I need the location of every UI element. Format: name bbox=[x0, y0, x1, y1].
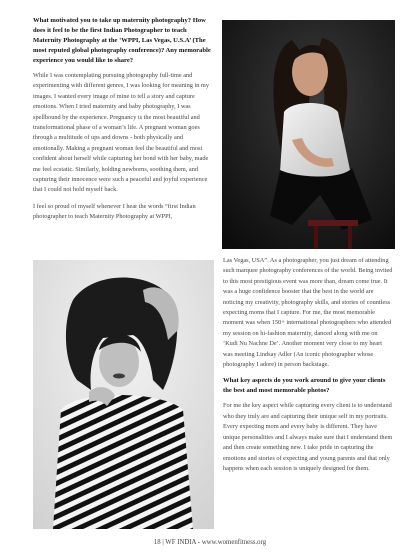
footer-divider bbox=[0, 533, 420, 534]
page-footer: 18 | WF INDIA - www.womenfitness.org bbox=[153, 539, 267, 546]
left-column-text bbox=[33, 16, 213, 229]
portrait-photo-seated bbox=[222, 20, 395, 249]
portrait-photo-striped-top bbox=[33, 260, 214, 529]
interview-question-1: What motivated you to take up maternity photography? How does it feel to be the first Indian Photographer to teach Maternity Photography at the ‘WPPI, Las Vegas, U.S.A’ (The most reputed global photography conference)? Any memorable experience you would like to share? bbox=[33, 17, 211, 64]
answer-paragraph-4: For me the key aspect while capturing every client is to understand who they truly are and capturing their unique self in my portraits. Every expecting mom and every baby is different. They have unique personalities and I always make sure that I understand them and then create something new. I take pride in capturing the emotions and stories of expecting and young parents and that only happens when each session is uniquely designed for them. bbox=[223, 402, 393, 472]
interview-question-2: What key aspects do you work around to give your clients the best and most memorable photos? bbox=[223, 377, 386, 395]
answer-paragraph-2: I feel so proud of myself whenever I hear the words “first Indian photographer to teach Maternity Photography at WPPI, bbox=[33, 202, 196, 221]
right-column-text bbox=[223, 256, 393, 480]
answer-paragraph-3: Las Vegas, USA”. As a photographer, you just dream of attending such marquee photography conferences of the world. Being invited to this most prestigious event was more than, dream come true. It was a huge confidence booster that the best in the world are noticing my creativity, photography skills, and stories of countless expecting moms that I capture. For me, the most memorable moment was when 150+ international photographers who attended my session on hi-fashion maternity, danced along with me on ‘Kudi Nu Nachne De’. Another moment very close to my heart was meeting Lindsay Adler (An iconic photographer whose photography I adore) in person backstage. bbox=[223, 257, 393, 369]
answer-paragraph-1: While I was contemplating pursuing photography full-time and experimenting with different genres, I was looking for meaning in my images. I wanted every image of mine to tell a story and capture emotions. When I tried maternity and baby photography, I was spellbound by the experience. Pregnancy is the most beautiful and transformational phase of a woman’s life. A pregnant woman goes through a multitude of ups and downs - both physically and emotionally. Making a pregnant woman feel the beautiful and most confident about herself while capturing her bond with her baby, made me feel ecstatic. Similarly, holding newborns, soothing them, and capturing their innocence were such a peaceful and joyful experience that I could not hold myself back. bbox=[33, 72, 209, 194]
